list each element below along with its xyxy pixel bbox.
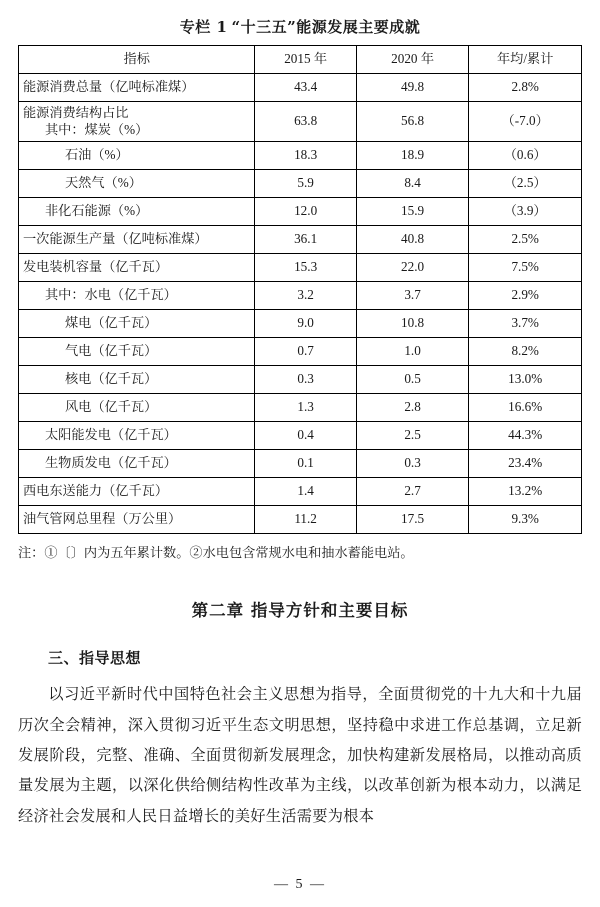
row-value-2020: 2.8 xyxy=(356,394,469,422)
table-header-row xyxy=(19,46,582,74)
row-value-2015: 1.3 xyxy=(255,394,356,422)
column-header-2015: 2015 年 xyxy=(255,46,356,74)
row-value-average: 7.5% xyxy=(469,254,582,282)
row-label: 能源消费总量（亿吨标准煤） xyxy=(19,74,255,102)
row-label: 风电（亿千瓦） xyxy=(19,394,255,422)
table-row xyxy=(19,102,582,142)
row-value-2020: 17.5 xyxy=(356,506,469,534)
row-value-average: （2.5） xyxy=(469,170,582,198)
table-row xyxy=(19,142,582,170)
chapter-heading: 第二章 指导方针和主要目标 xyxy=(191,601,409,621)
row-value-2015: 0.4 xyxy=(255,422,356,450)
row-value-2015: 3.2 xyxy=(255,282,356,310)
row-value-2015: 9.0 xyxy=(255,310,356,338)
section-heading: 三、指导思想 xyxy=(48,649,142,668)
row-value-2020: 3.7 xyxy=(356,282,469,310)
row-value-2015: 0.3 xyxy=(255,366,356,394)
table-row xyxy=(19,450,582,478)
table-row xyxy=(19,282,582,310)
row-value-average: 9.3% xyxy=(469,506,582,534)
row-value-average: 8.2% xyxy=(469,338,582,366)
column-header-indicator: 指标 xyxy=(19,46,255,74)
row-label: 非化石能源（%） xyxy=(19,198,255,226)
row-value-2020: 0.5 xyxy=(356,366,469,394)
row-value-2020: 18.9 xyxy=(356,142,469,170)
row-label xyxy=(19,102,255,142)
row-value-2020: 56.8 xyxy=(356,102,469,142)
box-title-text: “十三五”能源发展主要成就 xyxy=(231,18,421,36)
row-value-average: 13.0% xyxy=(469,366,582,394)
box-title-number: 专栏 1 xyxy=(179,18,228,36)
table-row xyxy=(19,366,582,394)
row-value-average: （3.9） xyxy=(469,198,582,226)
table-row xyxy=(19,310,582,338)
row-label: 一次能源生产量（亿吨标准煤） xyxy=(19,226,255,254)
row-value-average: （-7.0） xyxy=(469,102,582,142)
energy-achievements-table xyxy=(18,45,582,534)
row-value-average: 23.4% xyxy=(469,450,582,478)
row-label: 其中：水电（亿千瓦） xyxy=(19,282,255,310)
row-value-average: 2.5% xyxy=(469,226,582,254)
row-value-2020: 49.8 xyxy=(356,74,469,102)
row-label: 核电（亿千瓦） xyxy=(19,366,255,394)
row-value-average: 2.8% xyxy=(469,74,582,102)
row-value-average: （0.6） xyxy=(469,142,582,170)
column-header-2020: 2020 年 xyxy=(356,46,469,74)
row-value-2020: 15.9 xyxy=(356,198,469,226)
row-value-2015: 43.4 xyxy=(255,74,356,102)
table-row xyxy=(19,338,582,366)
row-value-2015: 1.4 xyxy=(255,478,356,506)
row-value-2015: 18.3 xyxy=(255,142,356,170)
row-value-2020: 2.7 xyxy=(356,478,469,506)
row-value-2020: 1.0 xyxy=(356,338,469,366)
row-label: 西电东送能力（亿千瓦） xyxy=(19,478,255,506)
row-label: 太阳能发电（亿千瓦） xyxy=(19,422,255,450)
row-label-line2: 其中：煤炭（%） xyxy=(45,121,149,137)
row-value-2020: 40.8 xyxy=(356,226,469,254)
table-row xyxy=(19,254,582,282)
table-row xyxy=(19,198,582,226)
row-label: 煤电（亿千瓦） xyxy=(19,310,255,338)
row-label: 生物质发电（亿千瓦） xyxy=(19,450,255,478)
row-label-line1: 能源消费结构占比 xyxy=(23,105,129,120)
row-label: 石油（%） xyxy=(19,142,255,170)
row-value-2015: 63.8 xyxy=(255,102,356,142)
row-label: 发电装机容量（亿千瓦） xyxy=(19,254,255,282)
table-note: 注：①〔〕内为五年累计数。②水电包含常规水电和抽水蓄能电站。 xyxy=(18,545,414,560)
row-value-average: 13.2% xyxy=(469,478,582,506)
table-row xyxy=(19,422,582,450)
row-value-2020: 10.8 xyxy=(356,310,469,338)
table-row xyxy=(19,226,582,254)
row-value-2020: 8.4 xyxy=(356,170,469,198)
row-label: 油气管网总里程（万公里） xyxy=(19,506,255,534)
row-value-average: 16.6% xyxy=(469,394,582,422)
row-value-2015: 0.7 xyxy=(255,338,356,366)
table-row xyxy=(19,394,582,422)
table-row xyxy=(19,170,582,198)
table-row xyxy=(19,478,582,506)
row-value-average: 3.7% xyxy=(469,310,582,338)
row-value-2015: 5.9 xyxy=(255,170,356,198)
row-value-2015: 36.1 xyxy=(255,226,356,254)
row-value-average: 44.3% xyxy=(469,422,582,450)
page-number: — 5 — xyxy=(274,877,326,892)
row-value-2015: 15.3 xyxy=(255,254,356,282)
row-label: 天然气（%） xyxy=(19,170,255,198)
row-value-2015: 0.1 xyxy=(255,450,356,478)
row-value-2015: 12.0 xyxy=(255,198,356,226)
row-value-average: 2.9% xyxy=(469,282,582,310)
row-value-2020: 2.5 xyxy=(356,422,469,450)
body-paragraph: 以习近平新时代中国特色社会主义思想为指导，全面贯彻党的十九大和十九届历次全会精神，深入贯彻习近平生态文明思想，坚持稳中求进工作总基调，立足新发展阶段，完整、准确、全面贯彻新发展理念，加快构建新发展格局，以推动高质量发展为主题，以深化供给侧结构性改革为主线，以改革创新为根本动力，以满足经济社会发展和人民日益增长的美好生活需要为根本 xyxy=(18,686,582,825)
box-title xyxy=(18,16,582,37)
row-value-2020: 22.0 xyxy=(356,254,469,282)
row-value-2015: 11.2 xyxy=(255,506,356,534)
row-label: 气电（亿千瓦） xyxy=(19,338,255,366)
table-row xyxy=(19,74,582,102)
row-value-2020: 0.3 xyxy=(356,450,469,478)
table-row xyxy=(19,506,582,534)
column-header-average: 年均/累计 xyxy=(469,46,582,74)
